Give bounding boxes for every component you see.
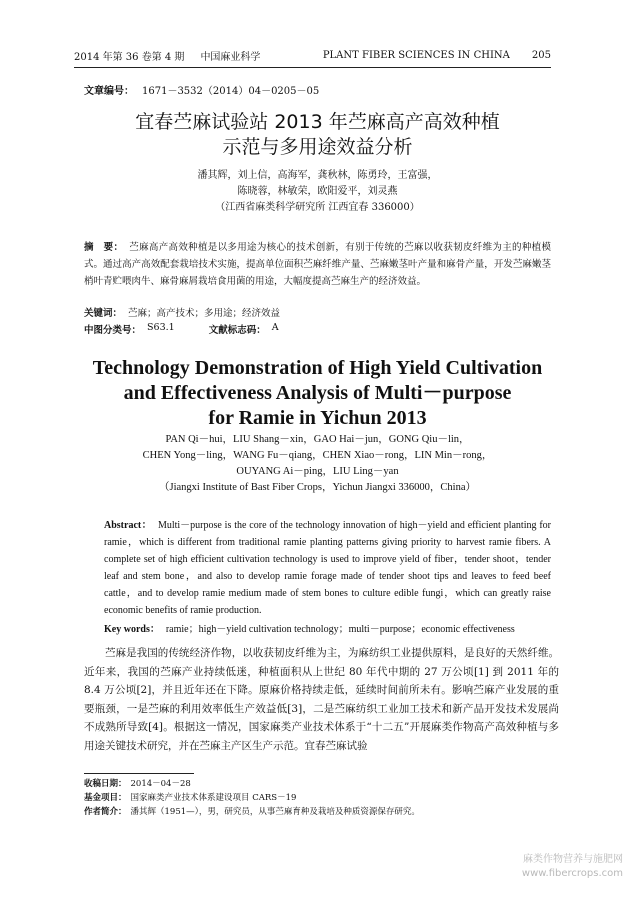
chinese-keywords-label: 关键词： bbox=[84, 308, 123, 319]
english-affiliation: （Jiangxi Institute of Bast Fiber Crops，Yichun Jiangxi 336000，China） bbox=[158, 482, 477, 493]
footnote-author bbox=[84, 805, 420, 819]
english-abstract-text: Multi－purpose is the core of the technology innovation of high－yield and efficient planting for ramie，which is different from traditional ramie planting patterns giving priority to harvest ramie fibers. A complete set of high efficient cultivation technology is used to improve yield of fiber，tender shoot，tender leaf and stem bone，and also to develop ramie forage made of tender shoot tips and leaves to feed beef cattle，and to develop ramie medium made of stem bones to culture edible fungi，which can greatly raise economic benefits of ramie production. bbox=[104, 520, 551, 616]
chinese-keywords bbox=[84, 305, 280, 319]
chinese-authors-line2: 陈晓蓉，林敏荣，欧阳爱平，刘灵燕 bbox=[237, 186, 398, 197]
watermark-line1: 麻类作物营养与施肥网 bbox=[523, 854, 623, 865]
page-number: 205 bbox=[531, 50, 551, 61]
english-keywords-label: Key words： bbox=[104, 624, 160, 635]
english-authors bbox=[74, 432, 561, 496]
chinese-title-line1: 宜春苎麻试验站 2013 年苎麻高产高效种植 bbox=[135, 111, 500, 133]
english-abstract bbox=[104, 517, 551, 619]
footnote-received bbox=[84, 777, 420, 791]
english-authors-line1: PAN Qi－hui，LIU Shang－xin，GAO Hai－jun，GONG Qiu－lin， bbox=[165, 434, 470, 445]
english-authors-line3: OUYANG Ai－ping，LIU Ling－yan bbox=[236, 466, 399, 477]
footnote-divider bbox=[84, 773, 194, 774]
english-authors-line2: CHEN Yong－ling，WANG Fu－qiang，CHEN Xiao－rong，LIN Min－rong， bbox=[142, 450, 493, 461]
journal-name-en: PLANT FIBER SCIENCES IN CHINA bbox=[322, 50, 510, 61]
footnote-received-label: 收稿日期： bbox=[84, 779, 127, 789]
footnote-fund bbox=[84, 791, 420, 805]
running-header bbox=[74, 44, 551, 68]
english-keywords bbox=[104, 620, 551, 635]
chinese-title-line2: 示范与多用途效益分析 bbox=[222, 136, 413, 158]
english-title bbox=[74, 356, 561, 431]
chinese-affiliation: （江西省麻类科学研究所 江西宜春 336000） bbox=[215, 202, 420, 213]
chinese-title bbox=[74, 110, 561, 160]
chinese-abstract-label: 摘 要： bbox=[84, 242, 124, 253]
english-abstract-label: Abstract： bbox=[104, 520, 152, 531]
chinese-abstract-text: 苎麻高产高效种植是以多用途为核心的技术创新，有别于传统的苎麻以收获韧皮纤维为主的种植模式。通过高产高效配套栽培技术实施，提高单位面积苎麻纤维产量、苎麻嫩茎叶产量和麻骨产量，开发苎麻嫩茎梢叶青贮喂肉牛、麻骨麻屑栽培食用菌的用途，大幅度提高苎麻生产的经济效益。 bbox=[84, 242, 551, 287]
classification-value: S63.1 bbox=[147, 322, 175, 333]
chinese-abstract bbox=[84, 239, 551, 290]
english-title-line1: Technology Demonstration of High Yield Cultivation bbox=[92, 357, 543, 379]
watermark-line2: www.fibercrops.com bbox=[521, 868, 623, 879]
header-right bbox=[323, 50, 551, 61]
chinese-keywords-text: 苎麻；高产技术；多用途；经济效益 bbox=[128, 308, 281, 319]
english-title-line3: for Ramie in Yichun 2013 bbox=[208, 407, 427, 429]
watermark bbox=[522, 853, 623, 881]
footnote-fund-value: 国家麻类产业技术体系建设项目 CARS－19 bbox=[130, 793, 297, 803]
chinese-authors bbox=[74, 168, 561, 216]
document-code-value: A bbox=[271, 322, 279, 333]
english-title-line2: and Effectiveness Analysis of Multi－purpose bbox=[123, 382, 512, 404]
classification-label: 中图分类号： bbox=[84, 325, 142, 336]
journal-name-cn: 中国麻业科学 bbox=[200, 52, 261, 63]
article-number-label: 文章编号： bbox=[84, 86, 134, 97]
classification bbox=[84, 322, 279, 336]
header-left bbox=[74, 48, 260, 63]
footnote-author-label: 作者简介： bbox=[84, 807, 127, 817]
issue-info: 2014 年第 36 卷第 4 期 bbox=[74, 52, 185, 63]
footnote-author-value: 潘其辉（1951—），男，研究员，从事苎麻育种及栽培及种质资源保存研究。 bbox=[130, 807, 420, 817]
body-paragraph: 苎麻是我国的传统经济作物，以收获韧皮纤维为主，为麻纺织工业提供原料，是良好的天然纤维。近年来，我国的苎麻产业持续低迷，种植面积从上世纪 80 年代中期的 27 万公顷[1] 到 2011 年的 8.4 万公顷[2]，并且近年还在下降。原麻价格持续走低，延续时间前所未有。影响苎麻产业发展的重要瓶颈，一是苎麻的利用效率低生产效益低[3]，二是苎麻纺织工业加工技术和新产品开发技术发展尚不成熟所导致[4]。根据这一情况，国家麻类产业技术体系于“十二五”开展麻类作物高产高效种植与多用途关键技术研究，并在苎麻主产区生产示范。宜春苎麻试验 bbox=[84, 647, 559, 752]
chinese-authors-line1: 潘其辉，刘上信，高海军，龚秋林，陈勇玲，王富强， bbox=[197, 170, 438, 181]
footnote-received-value: 2014－04－28 bbox=[130, 779, 191, 789]
document-code-label: 文献标志码： bbox=[208, 325, 266, 336]
english-keywords-text: ramie；high－yield cultivation technology；multi－purpose；economic effectiveness bbox=[165, 624, 515, 635]
footnote-fund-label: 基金项目： bbox=[84, 793, 127, 803]
article-number-value: 1671－3532（2014）04－0205－05 bbox=[142, 86, 320, 97]
article-number bbox=[84, 82, 319, 97]
footnote bbox=[84, 777, 420, 819]
